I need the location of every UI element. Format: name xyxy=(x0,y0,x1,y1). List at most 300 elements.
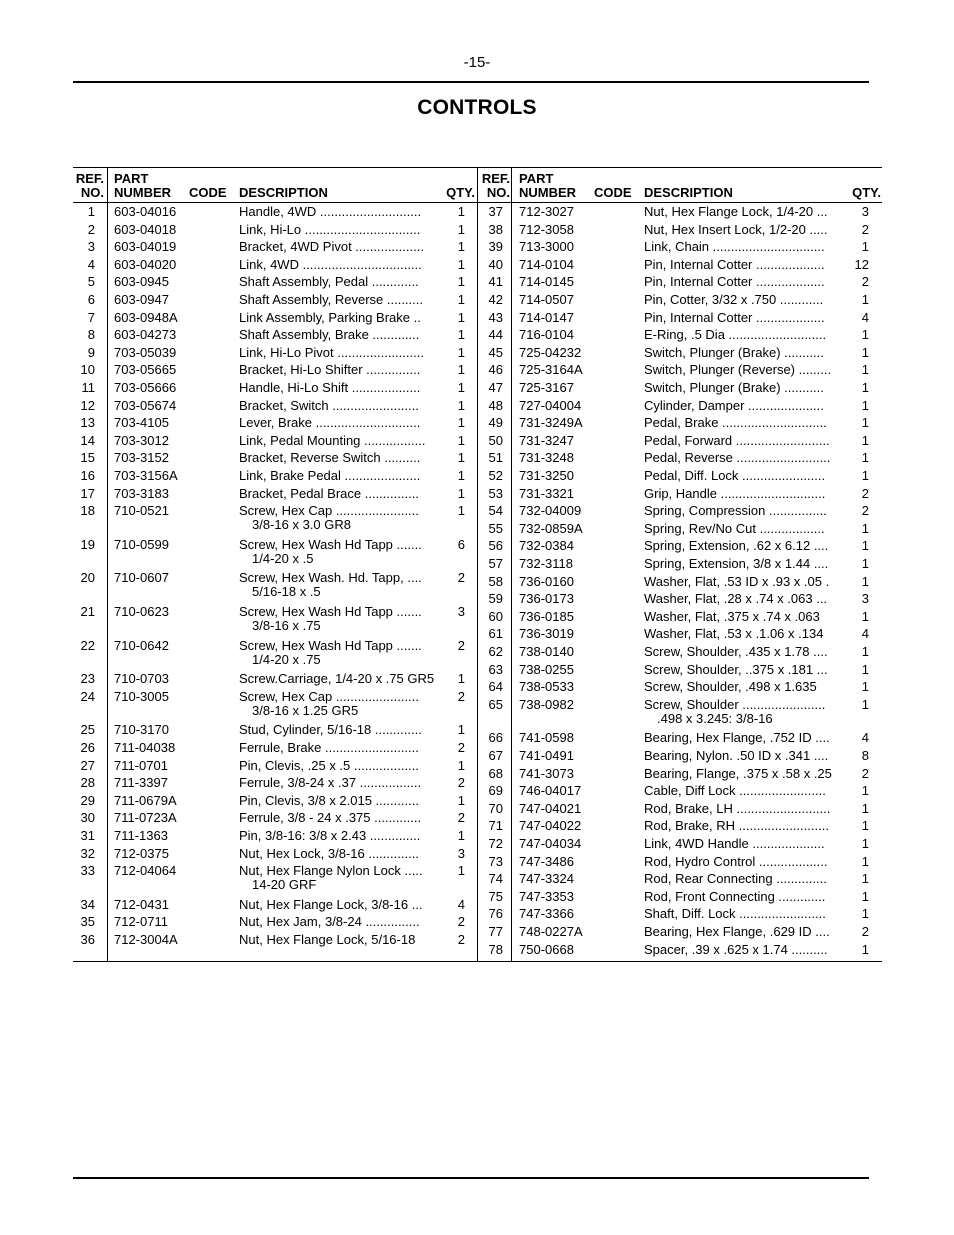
header-code-right: CODE xyxy=(594,185,632,200)
ref-number: 74 xyxy=(488,871,503,887)
description-line: Nut, Hex Insert Lock, 1/2-20 ..... xyxy=(644,222,828,237)
part-description xyxy=(644,539,850,553)
quantity: 1 xyxy=(861,941,869,957)
ref-number: 28 xyxy=(80,775,95,791)
ref-number: 35 xyxy=(80,914,95,930)
part-description xyxy=(239,915,445,929)
description-line: Pedal, Brake ............................. xyxy=(644,416,827,431)
divider-right-ref xyxy=(511,168,512,961)
description-line: Ferrule, 3/8 - 24 x .375 ............. xyxy=(239,811,422,826)
ref-number: 30 xyxy=(80,810,95,826)
ref-number: 18 xyxy=(80,503,95,519)
part-number: 703-05674 xyxy=(114,397,177,413)
part-number: 746-04017 xyxy=(519,783,582,799)
description-line: Link, Hi-Lo Pivot ........................ xyxy=(239,345,424,360)
quantity: 2 xyxy=(457,810,465,826)
description-line: Screw, Hex Wash. Hd. Tapp, .... xyxy=(239,571,422,586)
ref-number: 72 xyxy=(488,836,503,851)
part-description xyxy=(644,416,850,430)
part-description xyxy=(644,451,850,465)
quantity: 1 xyxy=(457,863,465,879)
description-line: Link, Chain ............................... xyxy=(644,240,825,255)
description-line: Bearing, Hex Flange, .752 ID .... xyxy=(644,731,830,746)
part-number: 603-04018 xyxy=(114,221,177,237)
part-number: 747-04022 xyxy=(519,818,582,834)
quantity: 2 xyxy=(457,637,465,653)
description-line: Switch, Plunger (Brake) ........... xyxy=(644,381,824,395)
quantity: 1 xyxy=(861,239,869,255)
ref-number: 29 xyxy=(80,792,95,808)
ref-number: 33 xyxy=(80,863,95,879)
part-number: 741-0598 xyxy=(519,730,574,746)
part-description xyxy=(644,627,850,641)
description-line: Link, 4WD ................................. xyxy=(239,257,422,272)
quantity: 1 xyxy=(861,327,869,343)
part-number: 736-0173 xyxy=(519,591,574,607)
description-line: Bracket, Switch ........................ xyxy=(239,398,419,413)
part-number: 710-0599 xyxy=(114,536,169,552)
part-description xyxy=(644,749,850,763)
part-number: 703-05039 xyxy=(114,344,177,360)
description-line: Shaft Assembly, Brake ............. xyxy=(239,328,420,343)
quantity: 1 xyxy=(861,450,869,466)
ref-number: 1 xyxy=(87,204,95,219)
quantity: 4 xyxy=(861,730,869,746)
part-description xyxy=(239,205,445,219)
ref-number: 11 xyxy=(81,380,95,395)
part-description xyxy=(239,469,445,483)
ref-number: 41 xyxy=(488,274,503,290)
part-number: 712-3027 xyxy=(519,204,574,219)
part-number: 703-05665 xyxy=(114,362,177,378)
part-description xyxy=(644,907,850,921)
part-number: 750-0668 xyxy=(519,941,574,957)
header-qty-right: QTY. xyxy=(852,185,881,200)
part-number: 714-0145 xyxy=(519,274,574,290)
quantity: 2 xyxy=(861,765,869,781)
ref-number: 6 xyxy=(87,292,95,307)
part-description xyxy=(644,698,850,726)
bottom-rule xyxy=(73,1177,869,1179)
description-line: Screw, Shoulder, ..375 x .181 ... xyxy=(644,662,828,677)
ref-number: 3 xyxy=(87,239,95,255)
description-line: Pin, Cotter, 3/32 x .750 ............ xyxy=(644,293,824,307)
part-description xyxy=(644,346,850,360)
header-part-right: PART NUMBER xyxy=(519,171,577,200)
quantity: 2 xyxy=(861,221,869,237)
part-description xyxy=(644,557,850,571)
quantity: 1 xyxy=(861,538,869,554)
part-number: 741-0491 xyxy=(519,748,574,763)
quantity: 1 xyxy=(861,853,869,869)
quantity: 1 xyxy=(861,380,869,395)
description-line: Bearing, Nylon. .50 ID x .341 .... xyxy=(644,749,829,763)
quantity: 1 xyxy=(457,239,465,255)
part-description xyxy=(644,399,850,413)
description-line: Pin, 3/8-16: 3/8 x 2.43 .............. xyxy=(239,829,421,843)
quantity: 3 xyxy=(457,845,465,861)
quantity: 6 xyxy=(457,536,465,552)
ref-number: 42 xyxy=(488,292,503,307)
ref-number: 20 xyxy=(80,570,95,586)
part-number: 710-3005 xyxy=(114,688,169,704)
part-number: 738-0255 xyxy=(519,661,574,677)
ref-number: 24 xyxy=(80,688,95,704)
part-description xyxy=(644,645,850,659)
part-number: 747-04034 xyxy=(519,836,582,851)
description-line: Screw.Carriage, 1/4-20 x .75 GR5 xyxy=(239,672,435,687)
ref-number: 48 xyxy=(488,397,503,413)
quantity: 1 xyxy=(457,432,465,448)
ref-number: 43 xyxy=(488,309,503,325)
part-number: 703-3152 xyxy=(114,450,169,466)
part-number: 732-0859A xyxy=(519,520,583,536)
part-number: 703-3012 xyxy=(114,432,169,448)
ref-number: 57 xyxy=(488,556,503,571)
ref-number: 7 xyxy=(87,309,95,325)
ref-number: 2 xyxy=(87,221,95,237)
description-line: Screw, Hex Wash Hd Tapp ....... xyxy=(239,537,422,552)
quantity: 12 xyxy=(854,256,869,272)
description-line: Pin, Clevis, 3/8 x 2.015 ............ xyxy=(239,793,419,808)
ref-number: 38 xyxy=(488,221,503,237)
quantity: 2 xyxy=(457,932,465,947)
part-number: 714-0507 xyxy=(519,292,574,307)
ref-number: 73 xyxy=(488,853,503,869)
ref-number: 32 xyxy=(80,845,95,861)
part-description xyxy=(644,205,850,219)
quantity: 1 xyxy=(457,221,465,237)
quantity: 1 xyxy=(861,362,869,378)
part-description xyxy=(239,538,445,566)
part-description xyxy=(239,434,445,448)
description-line: Washer, Flat, .28 x .74 x .063 ... xyxy=(644,592,828,607)
part-description xyxy=(644,680,850,694)
description-line: Washer, Flat, .53 x .1.06 x .134 xyxy=(644,627,824,642)
description-line: Pedal, Forward .......................... xyxy=(644,433,830,448)
description-line: Nut, Hex Flange Nylon Lock ..... xyxy=(239,864,423,879)
ref-number: 23 xyxy=(80,671,95,687)
divider-left-ref xyxy=(107,168,108,961)
part-number: 731-3250 xyxy=(519,468,574,483)
ref-number: 12 xyxy=(80,397,95,413)
quantity: 1 xyxy=(457,204,465,219)
part-description xyxy=(644,784,850,798)
ref-number: 56 xyxy=(488,538,503,554)
ref-number: 4 xyxy=(87,256,95,272)
quantity: 1 xyxy=(861,344,869,360)
header-description-left: DESCRIPTION xyxy=(239,185,328,200)
quantity: 1 xyxy=(457,292,465,307)
part-number: 738-0140 xyxy=(519,644,574,659)
description-spec-line: 5/16-18 x .5 xyxy=(252,584,321,600)
ref-number: 8 xyxy=(87,327,95,343)
description-line: Spring, Rev/No Cut .................. xyxy=(644,521,825,536)
ref-number: 62 xyxy=(488,644,503,659)
quantity: 1 xyxy=(457,468,465,483)
quantity: 2 xyxy=(861,503,869,519)
quantity: 2 xyxy=(457,775,465,791)
part-number: 712-04064 xyxy=(114,863,177,879)
part-number: 710-0607 xyxy=(114,570,169,586)
part-number: 712-0431 xyxy=(114,896,169,912)
part-description xyxy=(644,731,850,745)
ref-number: 65 xyxy=(488,696,503,712)
description-line: Screw, Hex Cap ....................... xyxy=(239,504,419,519)
ref-number: 39 xyxy=(488,239,503,255)
description-line: Bracket, Hi-Lo Shifter ............... xyxy=(239,363,421,378)
part-description xyxy=(644,504,850,518)
part-number: 738-0982 xyxy=(519,696,574,712)
ref-number: 13 xyxy=(80,415,95,431)
ref-number: 61 xyxy=(488,626,503,642)
description-line: Pin, Clevis, .25 x .5 .................. xyxy=(239,758,419,773)
part-description xyxy=(239,898,445,912)
part-number: 603-0947 xyxy=(114,292,169,307)
description-line: Cylinder, Damper ..................... xyxy=(644,398,824,413)
part-description xyxy=(644,522,850,536)
part-description xyxy=(644,363,850,377)
header-ref-left: REF. NO. xyxy=(75,171,104,200)
description-line: Link, 4WD Handle .................... xyxy=(644,837,825,851)
part-number: 738-0533 xyxy=(519,679,574,695)
ref-number: 44 xyxy=(488,327,503,343)
quantity: 2 xyxy=(861,274,869,290)
description-line: Switch, Plunger (Reverse) ......... xyxy=(644,363,832,378)
quantity: 1 xyxy=(457,722,465,738)
part-number: 603-04273 xyxy=(114,327,177,343)
description-line: Spring, Compression ................ xyxy=(644,504,827,519)
description-spec-line: .498 x 3.245: 3/8-16 xyxy=(657,710,773,726)
ref-number: 26 xyxy=(80,740,95,755)
description-line: Nut, Hex Jam, 3/8-24 ............... xyxy=(239,915,420,930)
part-number: 603-04016 xyxy=(114,204,177,219)
part-number: 731-3249A xyxy=(519,415,583,431)
description-line: Switch, Plunger (Brake) ........... xyxy=(644,345,824,360)
description-line: Screw, Hex Wash Hd Tapp ....... xyxy=(239,605,422,619)
description-spec-line: 3/8-16 x .75 xyxy=(252,618,321,633)
quantity: 1 xyxy=(861,871,869,887)
description-line: Spring, Extension, .62 x 6.12 .... xyxy=(644,539,829,554)
description-line: Nut, Hex Lock, 3/8-16 .............. xyxy=(239,846,419,861)
part-number: 747-3366 xyxy=(519,906,574,922)
part-number: 747-04021 xyxy=(519,800,582,816)
ref-number: 50 xyxy=(488,432,503,448)
part-number: 727-04004 xyxy=(519,397,582,413)
description-line: Pedal, Reverse .......................... xyxy=(644,451,831,466)
part-description xyxy=(239,776,445,790)
part-description xyxy=(239,759,445,773)
ref-number: 25 xyxy=(80,722,95,738)
description-spec-line: 1/4-20 x .5 xyxy=(252,550,314,566)
part-number: 711-0679A xyxy=(114,792,177,808)
ref-number: 51 xyxy=(488,450,503,466)
ref-number: 75 xyxy=(488,888,503,904)
part-description xyxy=(644,802,850,816)
part-description xyxy=(239,258,445,272)
part-description xyxy=(239,829,445,843)
part-description xyxy=(644,328,850,342)
quantity: 1 xyxy=(861,800,869,816)
part-number: 732-04009 xyxy=(519,503,582,519)
ref-number: 5 xyxy=(87,274,95,290)
description-line: Pin, Internal Cotter ................... xyxy=(644,275,825,290)
part-number: 710-0623 xyxy=(114,604,169,619)
part-description xyxy=(644,258,850,272)
ref-number: 34 xyxy=(80,896,95,912)
divider-center xyxy=(477,168,478,961)
ref-number: 69 xyxy=(488,783,503,799)
part-number: 703-3156A xyxy=(114,468,178,483)
quantity: 1 xyxy=(861,573,869,589)
quantity: 1 xyxy=(457,792,465,808)
quantity: 1 xyxy=(861,661,869,677)
ref-number: 31 xyxy=(80,828,95,843)
part-number: 711-0723A xyxy=(114,810,177,826)
part-number: 731-3247 xyxy=(519,432,574,448)
part-description xyxy=(644,890,850,904)
description-line: Bearing, Hex Flange, .629 ID .... xyxy=(644,925,830,939)
quantity: 1 xyxy=(861,556,869,571)
ref-number: 70 xyxy=(488,800,503,816)
part-description xyxy=(239,451,445,465)
ref-number: 54 xyxy=(488,503,503,519)
top-rule xyxy=(73,81,869,83)
description-line: Handle, 4WD ............................ xyxy=(239,205,422,219)
ref-number: 27 xyxy=(80,757,95,773)
header-part-left: PART NUMBER xyxy=(114,171,172,200)
part-number: 741-3073 xyxy=(519,765,574,781)
part-description xyxy=(644,610,850,624)
ref-number: 64 xyxy=(488,679,503,695)
part-number: 725-3164A xyxy=(519,362,583,378)
description-line: Screw, Shoulder ....................... xyxy=(644,697,826,712)
part-description xyxy=(644,592,850,606)
quantity: 1 xyxy=(457,309,465,325)
part-number: 711-1363 xyxy=(114,828,168,843)
part-number: 703-4105 xyxy=(114,415,169,431)
quantity: 1 xyxy=(457,415,465,431)
ref-number: 78 xyxy=(488,941,503,957)
header-qty-left: QTY. xyxy=(446,185,475,200)
ref-number: 60 xyxy=(488,608,503,624)
quantity: 1 xyxy=(861,783,869,799)
part-number: 703-3183 xyxy=(114,485,169,501)
part-number: 736-0185 xyxy=(519,608,574,624)
quantity: 1 xyxy=(457,397,465,413)
quantity: 1 xyxy=(457,362,465,378)
quantity: 1 xyxy=(861,397,869,413)
description-line: Spring, Extension, 3/8 x 1.44 .... xyxy=(644,557,829,571)
quantity: 1 xyxy=(861,292,869,307)
description-line: Pin, Internal Cotter ................... xyxy=(644,310,825,325)
description-line: Screw, Shoulder, .498 x 1.635 xyxy=(644,680,817,695)
part-description xyxy=(239,328,445,342)
description-line: Cable, Diff Lock ........................ xyxy=(644,784,826,799)
description-line: Rod, Brake, RH ......................... xyxy=(644,819,829,834)
description-line: Shaft Assembly, Pedal ............. xyxy=(239,275,419,290)
part-description xyxy=(239,381,445,395)
part-number: 732-3118 xyxy=(519,556,573,571)
quantity: 3 xyxy=(861,204,869,219)
part-number: 711-0701 xyxy=(114,757,168,773)
description-line: Nut, Hex Flange Lock, 3/8-16 ... xyxy=(239,897,423,912)
part-description xyxy=(644,925,850,939)
part-number: 732-0384 xyxy=(519,538,574,554)
part-number: 736-0160 xyxy=(519,573,574,589)
description-spec-line: 3/8-16 x 1.25 GR5 xyxy=(252,702,359,718)
quantity: 1 xyxy=(861,520,869,536)
description-line: Stud, Cylinder, 5/16-18 ............. xyxy=(239,723,422,738)
part-number: 731-3248 xyxy=(519,450,574,466)
description-line: Rod, Rear Connecting .............. xyxy=(644,872,827,887)
ref-number: 55 xyxy=(488,520,503,536)
quantity: 1 xyxy=(861,608,869,624)
ref-number: 59 xyxy=(488,591,503,607)
part-number: 712-3004A xyxy=(114,932,178,947)
description-spec-line: 14-20 GRF xyxy=(252,877,317,893)
description-line: Link, Pedal Mounting ................. xyxy=(239,433,426,448)
part-description xyxy=(239,275,445,289)
ref-number: 21 xyxy=(80,604,95,619)
part-description xyxy=(644,434,850,448)
part-number: 747-3486 xyxy=(519,853,574,869)
part-description xyxy=(239,311,445,325)
part-description xyxy=(239,293,445,307)
part-number: 712-0711 xyxy=(114,914,168,930)
part-number: 712-3058 xyxy=(519,221,574,237)
part-description xyxy=(239,487,445,501)
description-line: Lever, Brake ............................. xyxy=(239,416,421,431)
description-line: Screw, Hex Wash Hd Tapp ....... xyxy=(239,638,422,653)
description-line: Ferrule, Brake .......................... xyxy=(239,741,419,755)
part-number: 710-3170 xyxy=(114,722,169,738)
quantity: 1 xyxy=(457,380,465,395)
header-description-right: DESCRIPTION xyxy=(644,185,733,200)
quantity: 1 xyxy=(457,828,465,843)
quantity: 1 xyxy=(861,468,869,483)
part-number: 603-04020 xyxy=(114,256,177,272)
ref-number: 14 xyxy=(80,432,95,448)
description-line: Grip, Handle ............................. xyxy=(644,486,826,501)
quantity: 2 xyxy=(457,570,465,586)
page-number: -15- xyxy=(463,54,491,71)
description-line: Ferrule, 3/8-24 x .37 ................. xyxy=(239,776,422,791)
ref-number: 40 xyxy=(488,256,503,272)
part-description xyxy=(644,223,850,237)
quantity: 4 xyxy=(861,309,869,325)
quantity: 1 xyxy=(861,906,869,922)
ref-number: 49 xyxy=(488,415,503,431)
part-number: 725-3167 xyxy=(519,380,574,395)
part-description xyxy=(644,275,850,289)
part-description xyxy=(239,639,445,667)
description-line: Rod, Hydro Control ................... xyxy=(644,854,828,869)
quantity: 1 xyxy=(861,888,869,904)
part-number: 711-3397 xyxy=(114,775,168,791)
part-description xyxy=(644,943,850,957)
description-line: Pin, Internal Cotter ................... xyxy=(644,257,825,272)
part-number: 731-3321 xyxy=(519,485,574,501)
quantity: 1 xyxy=(861,818,869,834)
header-code-left: CODE xyxy=(189,185,227,200)
part-number: 725-04232 xyxy=(519,344,582,360)
description-line: Rod, Front Connecting ............. xyxy=(644,889,826,904)
part-number: 713-3000 xyxy=(519,239,574,255)
description-line: Shaft Assembly, Reverse .......... xyxy=(239,293,423,307)
ref-number: 22 xyxy=(80,637,95,653)
part-description xyxy=(239,672,445,686)
